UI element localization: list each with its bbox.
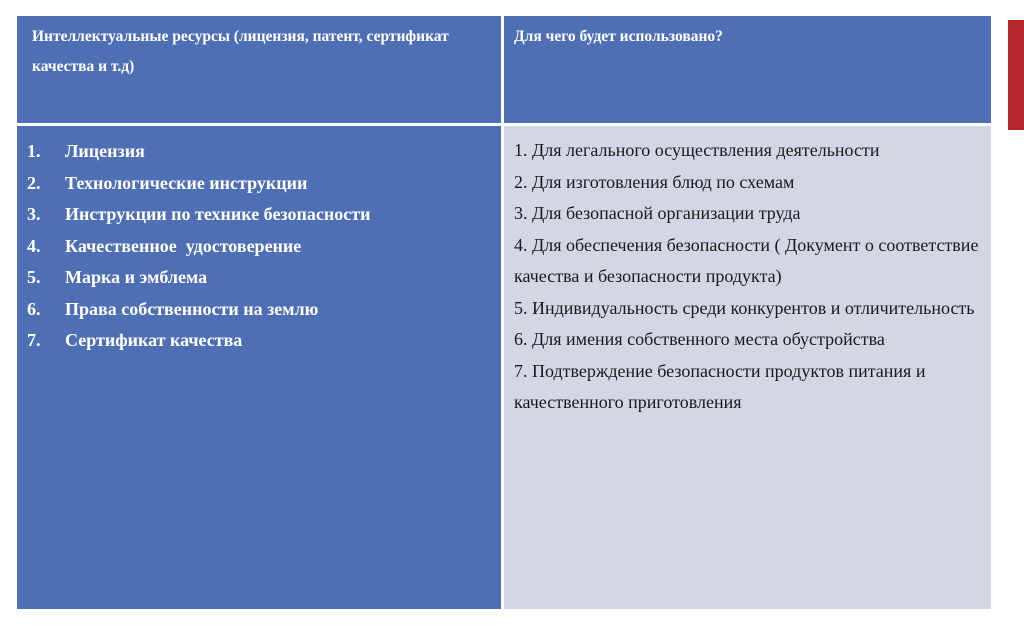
list-item	[27, 294, 491, 326]
resources-cell	[17, 126, 504, 612]
item-number: 7.	[27, 330, 41, 350]
purposes-cell	[504, 126, 991, 612]
list-item	[27, 168, 491, 200]
item-text: Права собственности на землю	[65, 298, 319, 319]
item-number: 4.	[27, 235, 41, 256]
item-number: 2.	[27, 172, 41, 193]
list-item: 7. Подтверждение безопасности продуктов питания и качественного приготовления	[514, 360, 926, 412]
list-item: 1. Для легального осуществления деятельности	[514, 140, 880, 160]
list-item	[27, 199, 491, 231]
purposes-list	[514, 135, 979, 419]
list-item	[27, 325, 491, 357]
resources-list	[27, 136, 491, 357]
list-item: 6. Для имения собственного места обустройства	[514, 329, 885, 349]
item-text: Лицензия	[65, 141, 145, 161]
item-text: Технологические инструкции	[65, 172, 308, 193]
item-number: 6.	[27, 298, 41, 319]
resources-table	[17, 16, 991, 612]
list-item: 2. Для изготовления блюд по схемам	[514, 171, 795, 192]
list-item	[27, 136, 491, 168]
list-item: 3. Для безопасной организации труда	[514, 203, 801, 223]
header-resources: Интеллектуальные ресурсы (лицензия, патент, сертификат качества и т.д)	[17, 16, 504, 126]
list-item	[27, 231, 491, 263]
item-text: Качественное удостоверение	[65, 235, 302, 256]
item-text: Марка и эмблема	[65, 267, 208, 287]
header-purpose: Для чего будет использовано?	[504, 16, 991, 126]
accent-bar	[1008, 20, 1024, 130]
list-item: 4. Для обеспечения безопасности ( Документ о соответствие качества и безопасности продукта)	[514, 234, 979, 286]
item-number: 5.	[27, 267, 41, 287]
item-text: Сертификат качества	[65, 330, 243, 350]
item-text: Инструкции по технике безопасности	[65, 204, 371, 224]
item-number: 1.	[27, 141, 41, 161]
item-number: 3.	[27, 204, 41, 224]
list-item	[27, 262, 491, 294]
list-item: 5. Индивидуальность среди конкурентов и отличительность	[514, 297, 975, 318]
